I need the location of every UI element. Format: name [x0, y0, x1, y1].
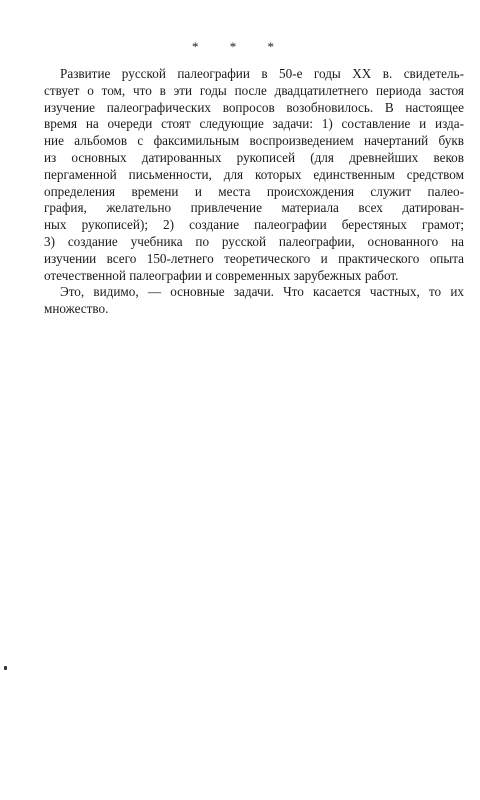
paragraph-2: [44, 284, 464, 318]
text-line: 3) создание учебника по русской палеографии, основанного на: [44, 233, 464, 249]
text-line: из основных датированных рукописей (для древнейших веков: [44, 149, 464, 165]
text-line: время на очереди стоят следующие задачи: 1) составление и изда-: [44, 116, 464, 132]
text-line: пергаменной письменности, для которых единственным средством: [44, 166, 464, 182]
text-line: ных рукописей); 2) создание палеографии берестяных грамот;: [44, 217, 464, 233]
text-line: множество.: [44, 301, 109, 317]
scan-speck: [4, 666, 7, 670]
text-line: Развитие русской палеографии в 50-е годы XX в. свидетель-: [60, 66, 464, 81]
text-line: Это, видимо, — основные задачи. Что касается частных, то их: [60, 284, 464, 300]
text-line: ние альбомов с факсимильным воспроизведением начертаний букв: [44, 133, 464, 149]
text-line: ствует о том, что в эти годы после двадцатилетнего периода застоя: [44, 82, 464, 98]
text-line: графия, желательно привлечение материала всех датирован-: [44, 200, 464, 216]
text-line: изучении всего 150-летнего теоретического и практического опыта: [44, 250, 464, 266]
text-line: изучение палеографических вопросов возобновилось. В настоящее: [44, 99, 464, 115]
text-line: отечественной палеографии и современных зарубежных работ.: [44, 267, 399, 283]
paragraph-1: [44, 66, 464, 284]
text-line: определения времени и места происхождения служит палео-: [44, 183, 464, 199]
section-separator: * * *: [192, 39, 288, 54]
body-text: [44, 66, 464, 318]
